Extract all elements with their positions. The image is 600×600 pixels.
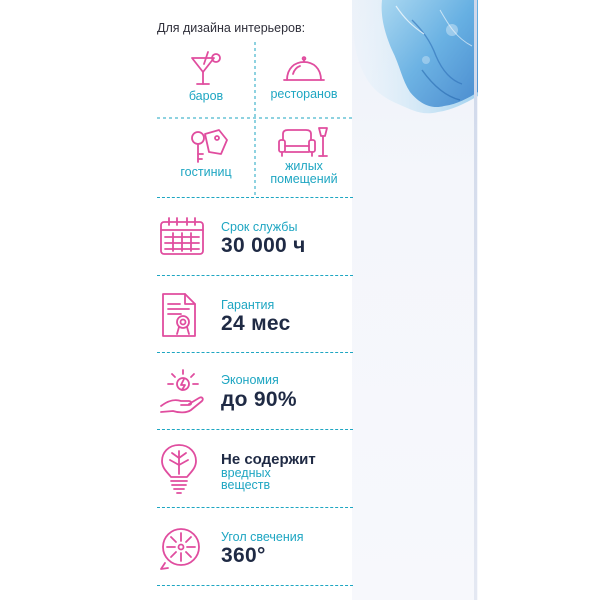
panel-edge xyxy=(474,0,477,600)
hotel-key-icon xyxy=(183,126,229,166)
interior-bars-label: баров xyxy=(188,89,224,103)
light-angle-icon xyxy=(159,525,203,571)
feature-beam-angle-value: 360° xyxy=(221,544,266,567)
calendar-icon xyxy=(159,216,205,256)
interior-restaurants xyxy=(266,56,342,101)
feature-no-harmful-label-line2: веществ xyxy=(221,478,271,492)
feature-savings-value: до 90% xyxy=(221,388,297,411)
feature-warranty-label: Гарантия xyxy=(221,298,275,312)
feature-service-life-value: 30 000 ч xyxy=(221,234,306,257)
blue-splash-decoration xyxy=(352,0,478,125)
separator-6 xyxy=(157,585,353,586)
feature-no-harmful-label-line1: вредных xyxy=(221,466,271,480)
feature-no-harmful-value: Не содержит xyxy=(221,451,316,468)
feature-savings-label: Экономия xyxy=(221,373,279,387)
food-cloche-icon xyxy=(281,56,327,88)
interior-living-label-line2: помещений xyxy=(270,172,338,186)
sofa-lamp-icon xyxy=(277,126,331,160)
hand-energy-icon xyxy=(159,368,207,416)
interior-hotels-label: гостиниц xyxy=(180,165,232,179)
separator-1 xyxy=(157,197,353,198)
feature-beam-angle xyxy=(157,525,353,575)
feature-service-life xyxy=(157,214,353,266)
separator-5 xyxy=(157,507,353,508)
separator-2 xyxy=(157,275,353,276)
interior-living xyxy=(262,126,346,186)
separator-3 xyxy=(157,352,353,353)
feature-warranty xyxy=(157,290,353,344)
feature-savings xyxy=(157,368,353,420)
feature-service-life-label: Срок службы xyxy=(221,220,298,234)
separator-4 xyxy=(157,429,353,430)
certificate-icon xyxy=(159,290,199,340)
intro-text: Для дизайна интерьеров: xyxy=(157,21,306,35)
feature-beam-angle-label: Угол свечения xyxy=(221,530,304,544)
interior-restaurants-label: ресторанов xyxy=(270,87,338,101)
interior-bars xyxy=(165,50,247,103)
cocktail-glass-icon xyxy=(186,50,226,90)
interior-living-label-line1: жилых xyxy=(285,159,323,173)
eco-bulb-icon xyxy=(159,442,199,496)
interior-hotels xyxy=(165,126,247,179)
feature-warranty-value: 24 мес xyxy=(221,312,291,335)
feature-no-harmful xyxy=(157,442,353,498)
